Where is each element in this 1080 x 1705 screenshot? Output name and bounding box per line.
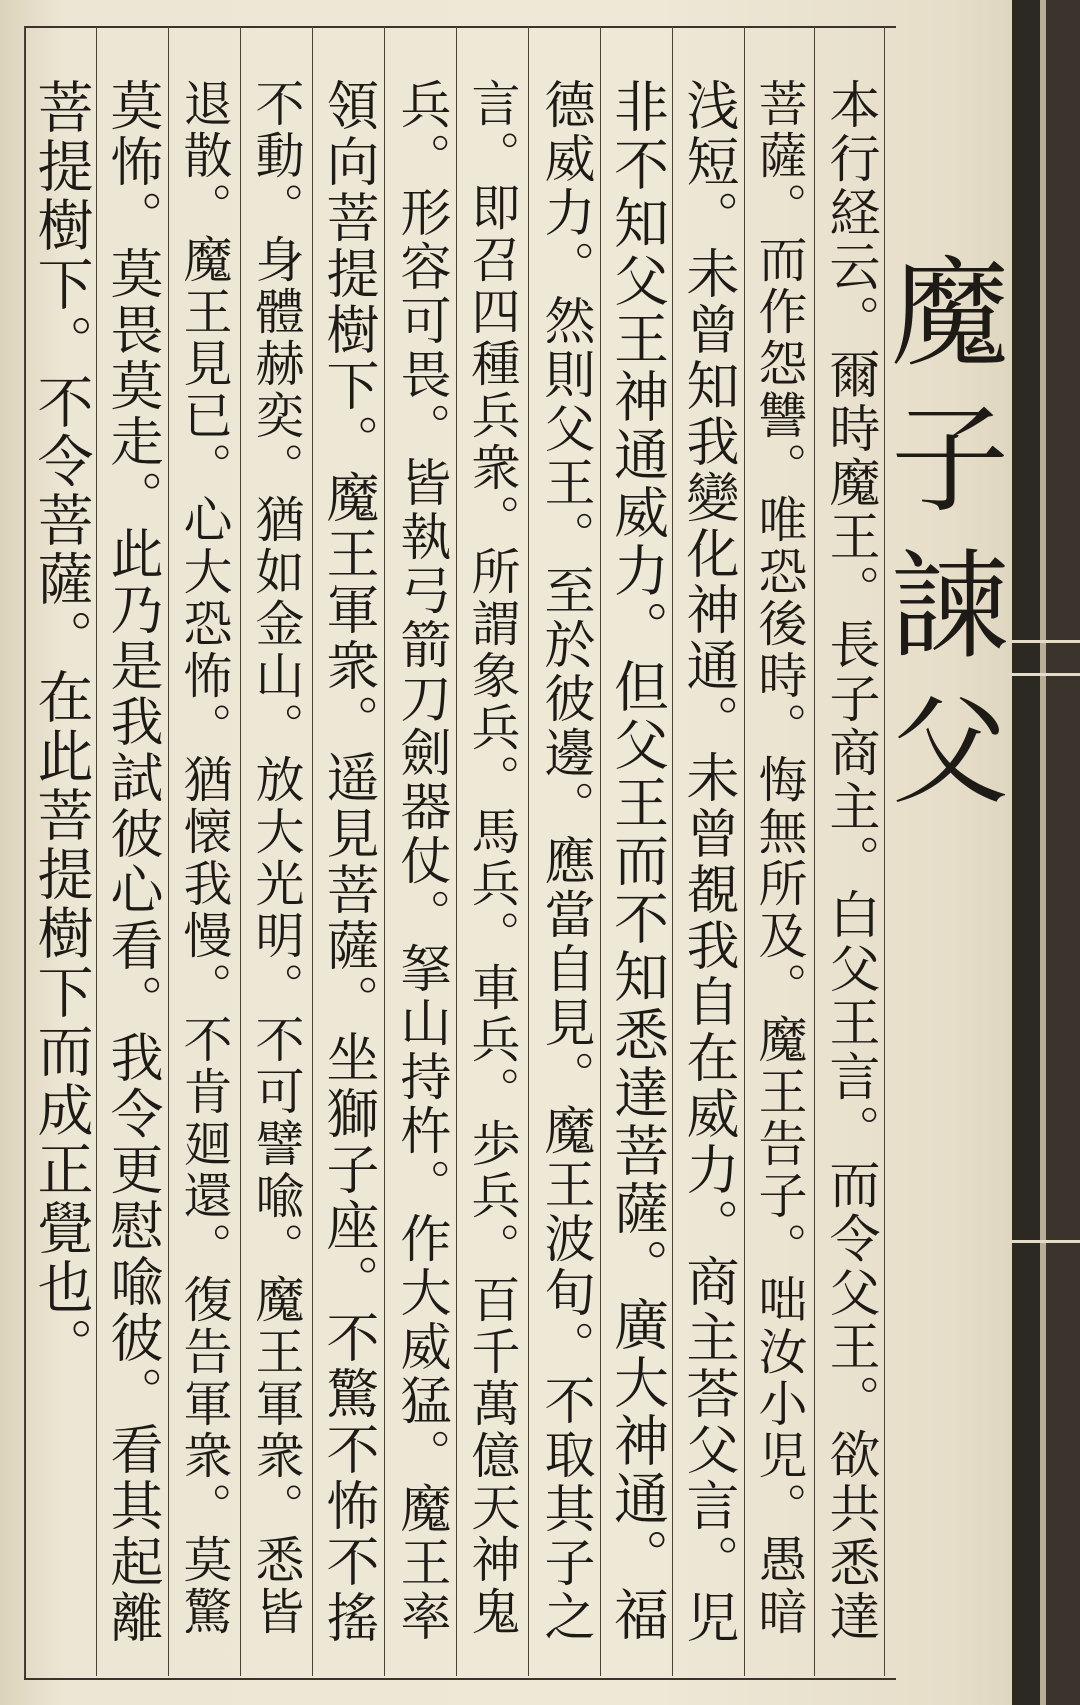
column-text: 退散。魔王見已。心大恐怖。猶懐我慢。不肯廻還。復告軍衆。莫驚 (176, 78, 233, 1638)
text-column-7 (384, 26, 456, 1676)
column-text: 菩薩。而作怨讐。唯恐後時。悔無所及。魔王告子。咄汝小児。愚暗 (751, 78, 808, 1638)
text-column-8 (312, 26, 384, 1676)
fishtail-mark (1012, 1240, 1080, 1283)
text-column-6 (456, 26, 528, 1676)
column-text: 浅短。未曾知我變化神通。未曾覩我自在威力。商主荅父言。児 (678, 78, 739, 1646)
text-column-5 (528, 26, 600, 1676)
column-text: 不動。身體赫奕。猶如金山。放大光明。不可譬喩。魔王軍衆。悉皆 (248, 78, 305, 1638)
column-text: 德威力。然則父王。至於彼邊。應當自見。魔王波旬。不取其子之 (535, 78, 594, 1644)
title-column (871, 26, 1009, 1676)
text-column-2 (744, 26, 814, 1676)
text-column-9 (240, 26, 312, 1676)
text-column-3 (672, 26, 744, 1676)
text-column-12 (24, 26, 96, 1676)
column-text: 莫怖。莫畏莫走。此乃是我試彼心看。我令更慰喩彼。看其起離 (102, 78, 163, 1646)
text-column-4 (600, 26, 672, 1676)
column-text: 本行経云。爾時魔王。長子商主。白父王言。而令父王。欲共悉達 (820, 78, 879, 1644)
margin-rule (1046, 0, 1080, 1705)
column-text: 菩提樹下。不令菩薩。在此菩提樹下而成正覺也。 (28, 78, 94, 1376)
text-column-11 (96, 26, 168, 1676)
page-title: 魔子諫父 (871, 251, 1009, 835)
column-text: 言。即召四種兵衆。所謂象兵。馬兵。車兵。歩兵。百千萬億天神鬼 (464, 78, 521, 1638)
column-text: 領向菩提樹下。魔王軍衆。遥見菩薩。坐獅子座。不驚不怖不搖 (318, 78, 379, 1646)
text-column-10 (168, 26, 240, 1676)
column-text: 兵。形容可畏。皆執弓箭刀劍器仗。拏山持杵。作大威猛。魔王率 (391, 78, 450, 1644)
column-text: 非不知父王神通威力。但父王而不知悉達菩薩。廣大神通。福 (605, 78, 669, 1644)
fishtail-mark (1012, 640, 1080, 676)
margin-rule (1012, 0, 1040, 1705)
